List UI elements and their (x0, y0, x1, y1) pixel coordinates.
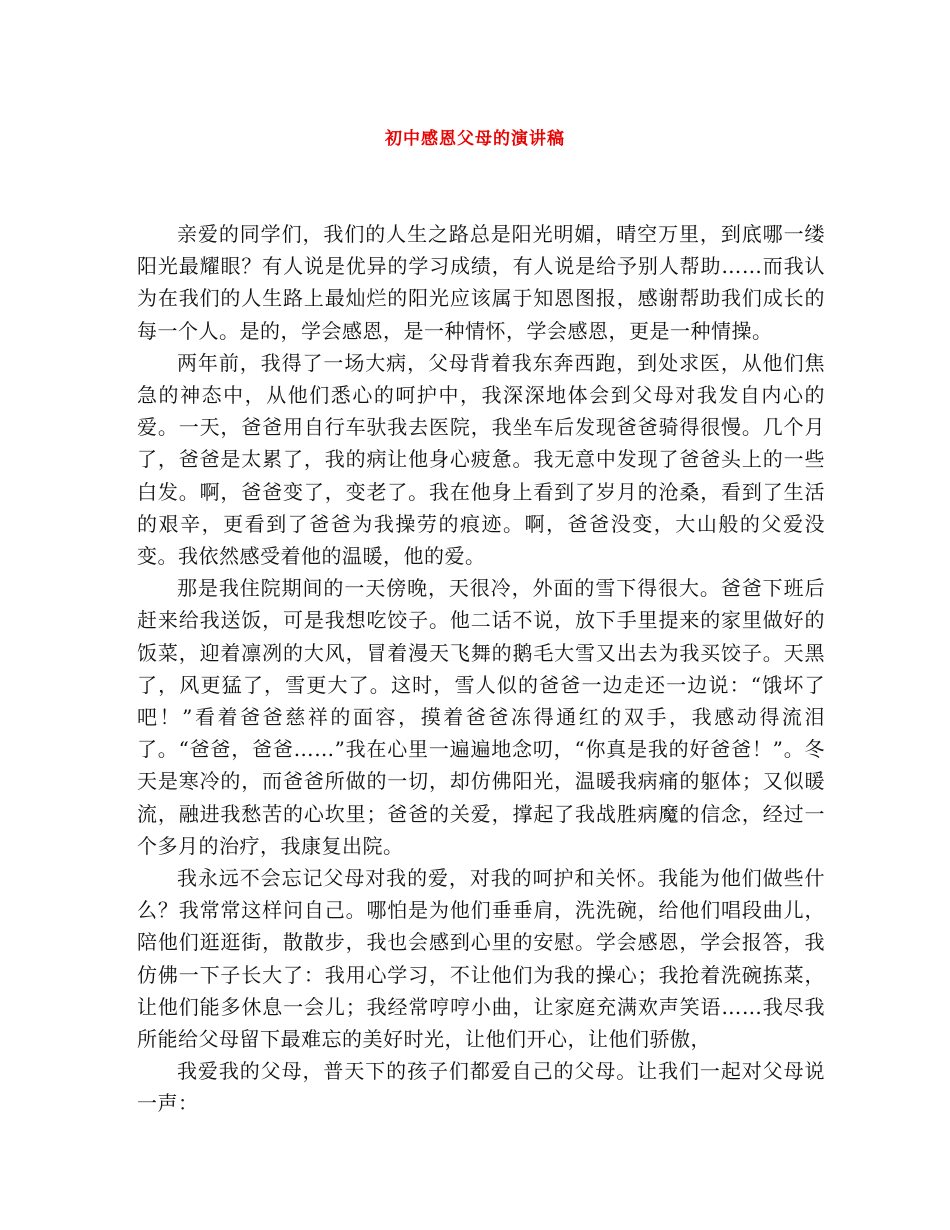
paragraph: 两年前，我得了一场大病，父母背着我东奔西跑，到处求医，从他们焦急的神态中，从他们悉心的呵护中，我深深地体会到父母对我发自内心的爱。一天，爸爸用自行车驮我去医院，我坐车后发现爸爸骑得很慢。几个月了，爸爸是太累了，我的病让他身心疲惫。我无意中发现了爸爸头上的一些白发。啊，爸爸变了，变老了。我在他身上看到了岁月的沧桑，看到了生活的艰辛，更看到了爸爸为我操劳的痕迹。啊，爸爸没变，大山般的父爱没变。我依然感受着他的温暖，他的爱。 (137, 350, 825, 569)
paragraph: 我永远不会忘记父母对我的爱，对我的呵护和关怀。我能为他们做些什么？我常常这样问自己。哪怕是为他们垂垂肩，洗洗碗，给他们唱段曲儿，陪他们逛逛街，散散步，我也会感到心里的安慰。学会感恩，学会报答，我仿佛一下子长大了：我用心学习，不让他们为我的操心；我抢着洗碗拣菜，让他们能多休息一会儿；我经常哼哼小曲，让家庭充满欢声笑语……我尽我所能给父母留下最难忘的美好时光，让他们开心，让他们骄傲， (137, 866, 825, 1052)
document-title: 初中感恩父母的演讲稿 (385, 129, 565, 149)
paragraph: 亲爱的同学们，我们的人生之路总是阳光明媚，晴空万里，到底哪一缕阳光最耀眼？有人说是优异的学习成绩，有人说是给予别人帮助……而我认为在我们的人生路上最灿烂的阳光应该属于知恩图报，感谢帮助我们成长的每一个人。是的，学会感恩，是一种情怀，学会感恩，更是一种情操。 (137, 222, 825, 343)
paragraph: 我爱我的父母，普天下的孩子们都爱自己的父母。让我们一起对父母说一声： (137, 1059, 825, 1116)
paragraph: 那是我住院期间的一天傍晚，天很冷，外面的雪下得很大。爸爸下班后赶来给我送饭，可是我想吃饺子。他二话不说，放下手里提来的家里做好的饭菜，迎着凛冽的大风，冒着漫天飞舞的鹅毛大雪又出去为我买饺子。天黑了，风更猛了，雪更大了。这时，雪人似的爸爸一边走还一边说：“饿坏了吧！”看着爸爸慈祥的面容，摸着爸爸冻得通红的双手，我感动得流泪了。“爸爸，爸爸……”我在心里一遍遍地念叨，“你真是我的好爸爸！”。冬天是寒冷的，而爸爸所做的一切，却仿佛阳光，温暖我病痛的躯体；又似暖流，融进我愁苦的心坎里；爸爸的关爱，撑起了我战胜病魔的信念，经过一个多月的治疗，我康复出院。 (137, 576, 825, 858)
document-body (137, 218, 825, 1120)
